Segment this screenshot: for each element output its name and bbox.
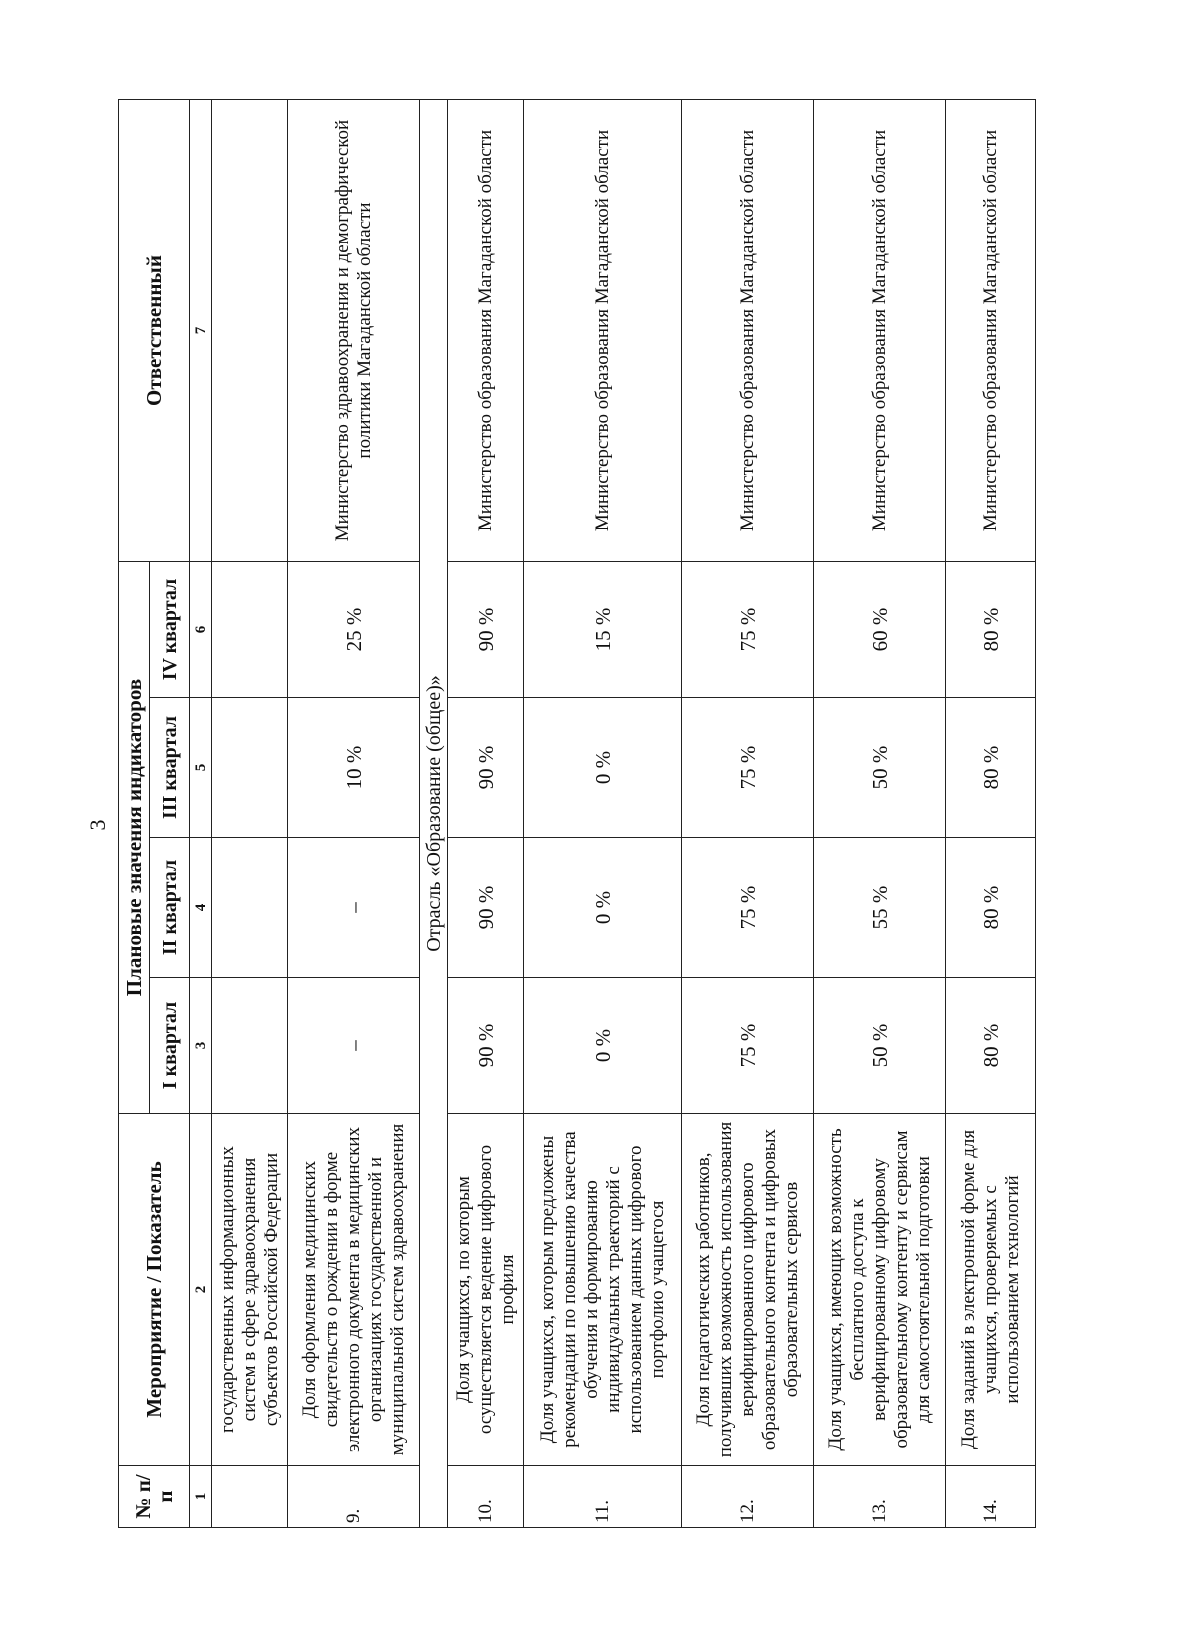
row-indicator: Доля учащихся, имеющих возможность бесплатного доступа к верифицированному цифровому образовательному контенту и сервисам для самостоятельной подготовки bbox=[814, 1114, 946, 1466]
row-q1: 90 % bbox=[448, 978, 524, 1114]
section-title: Отрасль «Образование (общее)» bbox=[420, 100, 448, 1528]
row-q4: 75 % bbox=[682, 562, 814, 698]
row-num: 11. bbox=[524, 1466, 682, 1528]
row-responsible bbox=[212, 100, 288, 562]
row-responsible: Министерство образования Магаданской области bbox=[448, 100, 524, 562]
row-responsible: Министерство образования Магаданской области bbox=[524, 100, 682, 562]
header-responsible: Ответственный bbox=[119, 100, 190, 562]
row-q2: 75 % bbox=[682, 838, 814, 978]
col-number: 1 bbox=[190, 1466, 212, 1528]
row-q2: 55 % bbox=[814, 838, 946, 978]
row-q2: 90 % bbox=[448, 838, 524, 978]
row-q4 bbox=[212, 562, 288, 698]
row-responsible: Министерство здравоохранения и демографической политики Магаданской области bbox=[288, 100, 420, 562]
table-row bbox=[682, 100, 814, 1528]
row-q2: 80 % bbox=[946, 838, 1036, 978]
row-q1: – bbox=[288, 978, 420, 1114]
row-q4: 80 % bbox=[946, 562, 1036, 698]
indicators-table bbox=[118, 99, 1036, 1528]
row-q2: 0 % bbox=[524, 838, 682, 978]
row-q1: 0 % bbox=[524, 978, 682, 1114]
column-number-row bbox=[190, 100, 212, 1528]
section-row bbox=[420, 100, 448, 1528]
row-indicator: государственных информационных систем в сфере здравоохранения субъектов Российской Федерации bbox=[212, 1114, 288, 1466]
row-q3: 10 % bbox=[288, 698, 420, 838]
col-number: 3 bbox=[190, 978, 212, 1114]
rotated-table-container bbox=[118, 100, 1200, 1528]
row-q3: 75 % bbox=[682, 698, 814, 838]
header-event: Мероприятие / Показатель bbox=[119, 1114, 190, 1466]
row-indicator: Доля заданий в электронной форме для учащихся, проверяемых с использованием технологий bbox=[946, 1114, 1036, 1466]
row-q3 bbox=[212, 698, 288, 838]
col-number: 7 bbox=[190, 100, 212, 562]
row-indicator: Доля педагогических работников, получивших возможность использования верифицированного цифрового образовательного контента и цифровых образовательных сервисов bbox=[682, 1114, 814, 1466]
page-number: 3 bbox=[85, 819, 110, 831]
row-q4: 15 % bbox=[524, 562, 682, 698]
row-q2 bbox=[212, 838, 288, 978]
table-row bbox=[212, 100, 288, 1528]
row-q3: 50 % bbox=[814, 698, 946, 838]
row-indicator: Доля учащихся, которым предложены рекомендации по повышению качества обучения и формированию индивидуальных траекторий с использованием данных цифрового портфолио учащегося bbox=[524, 1114, 682, 1466]
row-responsible: Министерство образования Магаданской области bbox=[682, 100, 814, 562]
row-indicator: Доля оформления медицинских свидетельств о рождении в форме электронного документа в медицинских организациях государственной и муниципальной систем здравоохранения bbox=[288, 1114, 420, 1466]
row-q4: 25 % bbox=[288, 562, 420, 698]
header-plan-group: Плановые значения индикаторов bbox=[119, 562, 150, 1114]
row-q1 bbox=[212, 978, 288, 1114]
row-num: 9. bbox=[288, 1466, 420, 1528]
row-num: 12. bbox=[682, 1466, 814, 1528]
table-row bbox=[814, 100, 946, 1528]
col-number: 6 bbox=[190, 562, 212, 698]
row-responsible: Министерство образования Магаданской области bbox=[814, 100, 946, 562]
header-q1: I квартал bbox=[150, 978, 190, 1114]
table-row bbox=[288, 100, 420, 1528]
table-row bbox=[524, 100, 682, 1528]
row-q3: 80 % bbox=[946, 698, 1036, 838]
col-number: 4 bbox=[190, 838, 212, 978]
row-q4: 60 % bbox=[814, 562, 946, 698]
table-row bbox=[946, 100, 1036, 1528]
row-responsible: Министерство образования Магаданской области bbox=[946, 100, 1036, 562]
table-row bbox=[448, 100, 524, 1528]
row-q2: – bbox=[288, 838, 420, 978]
row-indicator: Доля учащихся, по которым осуществляется ведение цифрового профиля bbox=[448, 1114, 524, 1466]
row-q3: 90 % bbox=[448, 698, 524, 838]
row-num: 14. bbox=[946, 1466, 1036, 1528]
row-num: 10. bbox=[448, 1466, 524, 1528]
header-q4: IV квартал bbox=[150, 562, 190, 698]
header-num: № п/п bbox=[119, 1466, 190, 1528]
row-q1: 80 % bbox=[946, 978, 1036, 1114]
col-number: 5 bbox=[190, 698, 212, 838]
col-number: 2 bbox=[190, 1114, 212, 1466]
row-q4: 90 % bbox=[448, 562, 524, 698]
row-q1: 75 % bbox=[682, 978, 814, 1114]
row-num: 13. bbox=[814, 1466, 946, 1528]
row-q3: 0 % bbox=[524, 698, 682, 838]
header-q3: III квартал bbox=[150, 698, 190, 838]
row-num bbox=[212, 1466, 288, 1528]
header-q2: II квартал bbox=[150, 838, 190, 978]
row-q1: 50 % bbox=[814, 978, 946, 1114]
